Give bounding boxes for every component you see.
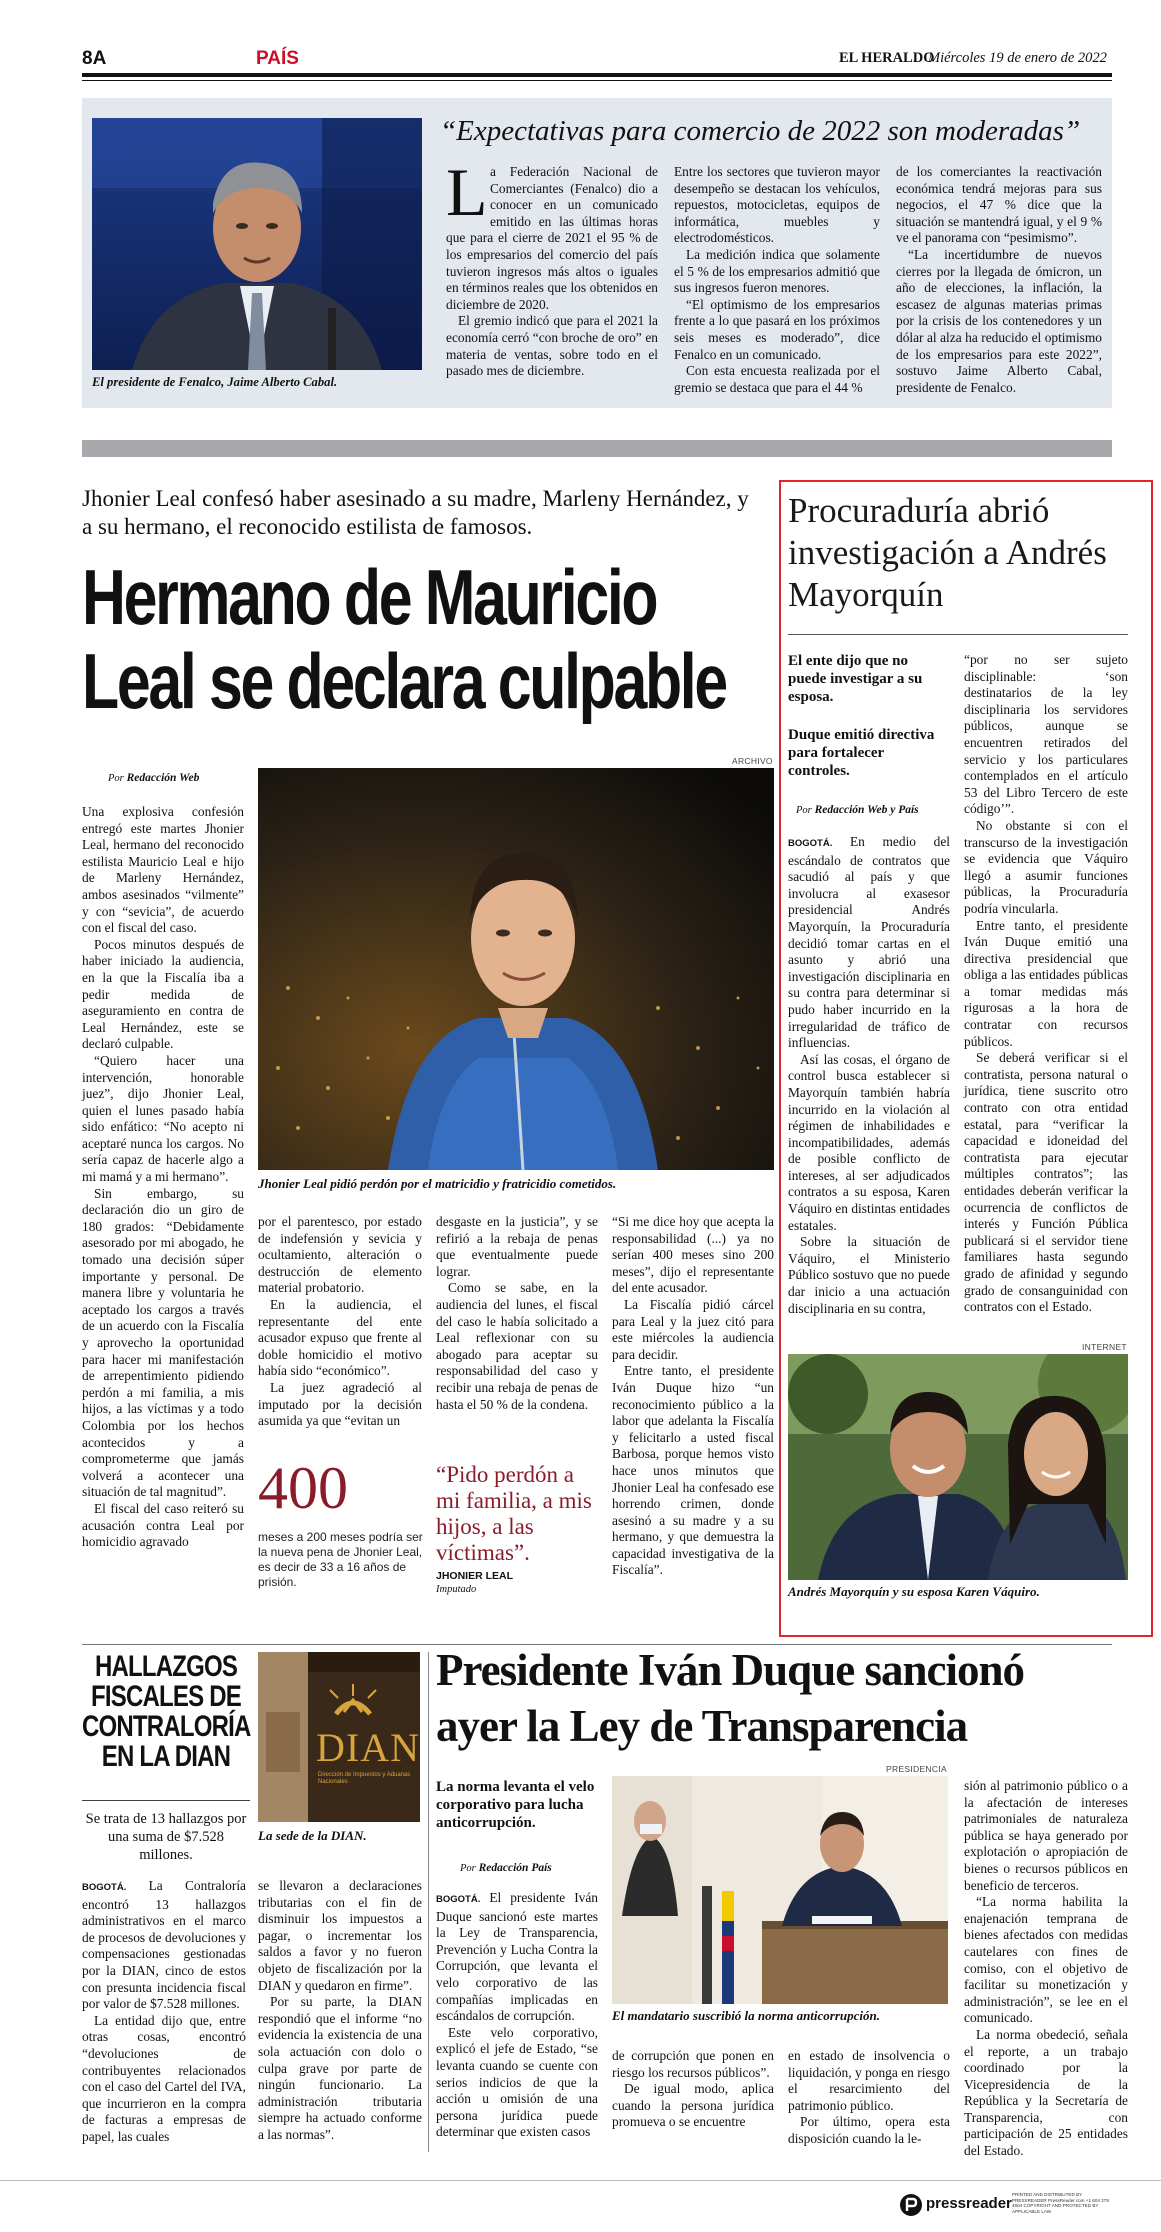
dian-headline xyxy=(82,1652,250,1772)
paragraph: No obstante si con el transcurso de la investigación se evidencia que Váquiro llegó a asumir funciones públicas, la Procuraduría podría vincularla. xyxy=(964,817,1128,916)
mayorquin-caption: Andrés Mayorquín y su esposa Karen Váquiro. xyxy=(788,1584,1040,1599)
dropcap: L xyxy=(446,154,488,230)
paragraph: “Si me dice hoy que acepta la responsabilidad (...) ya no serían 400 meses sino 200 meses”, dijo el representante del ente acusador. xyxy=(612,1214,774,1296)
paragraph: Entre los sectores que tuvieron mayor desempeño se destacan los vehículos, repuestos, motocicletas, equipos de informática, muebles y electrodomésticos. xyxy=(674,164,880,246)
duque-headline-line-2: ayer la Ley de Transparencia xyxy=(436,1701,968,1751)
quote-attribution: JHONIER LEAL xyxy=(436,1570,514,1582)
footer-fine-print: PRINTED AND DISTRIBUTED BY PRESSREADER PressReader.com +1 604 278 4604 COPYRIGHT AND PROTECTED BY APPLICABLE LAW xyxy=(1012,2192,1109,2214)
duque-col-3 xyxy=(788,2048,950,2148)
paragraph: Entre tanto, el presidente Iván Duque hizo “un reconocimiento público a la labor que adelanta la Fiscalía y felicitarlo a usted fiscal Barbosa, porque hemos visto hace unos minutos que Jhonier Leal ha confesado ese horrendo crimen, donde asesinó a su madre y a su hermano, y que demuestra la capacidad investigativa de la Fiscalía”. xyxy=(612,1363,774,1578)
stat-text: meses a 200 meses podría ser la nueva pena de Jhonier Leal, es decir de 33 a 16 años de prisión. xyxy=(258,1530,423,1589)
duque-sub: La norma levanta el velo corporativo para lucha anticorrupción. xyxy=(436,1779,595,1831)
headline-rule xyxy=(82,1800,250,1801)
paragraph: En la audiencia, el representante del ente acusador expuso que frente al doble homicidio el motivo había sido “económico”. xyxy=(258,1296,422,1379)
dian-col-1 xyxy=(82,1878,246,2146)
paragraph: Sobre la situación de Váquiro, el Ministerio Público sostuvo que no puede dar inicio a una actuación disciplinaria en su contra, xyxy=(788,1234,950,1316)
paragraph: de los comerciantes la reactivación económica tendrá mejoras para sus negocios, el 47 % dice que la situación se mantendrá igual, y el 9 % ve el panorama con “pesimismo”. xyxy=(896,164,1102,246)
paragraph: Este velo corporativo, explicó el jefe de Estado, “se levanta cuando se cuente con serios indicios de que la acción u omisión de una persona jurídica puede determinar que existen casos xyxy=(436,2024,598,2140)
byline-prefix: Por xyxy=(108,773,124,784)
byline-prefix: Por xyxy=(796,805,812,816)
dateline: BOGOTÁ. xyxy=(82,1882,127,1893)
dian-col-2 xyxy=(258,1878,422,2144)
paragraph: Pocos minutos después de haber iniciado la audiencia, en la que la Fiscalía iba a pedir medida de aseguramiento en contra de Leal Hernández, este se declaró culpable. xyxy=(82,936,244,1052)
procuraduria-col-1 xyxy=(788,834,950,1317)
newspaper-name: EL HERALDO xyxy=(839,50,935,66)
header-rule-thin xyxy=(82,80,1112,81)
duque-caption: El mandatario suscribió la norma anticorrupción. xyxy=(612,2008,881,2023)
photo-credit: PRESIDENCIA xyxy=(886,1764,947,1774)
paragraph: La norma obedeció, señala el reporte, a un trabajo coordinado por la Vicepresidencia de la República y la Secretaría de Transparencia, con participación de 25 entidades del Estado. xyxy=(964,2026,1128,2159)
photo-credit: ARCHIVO xyxy=(732,756,773,766)
pressreader-logo: pressreader xyxy=(926,2195,1012,2212)
mayorquin-photo xyxy=(788,1354,1128,1580)
paragraph: “Quiero hacer una intervención, honorable juez”, dijo Jhonier Leal, quien el lunes pasado había sido enfático: “No acepto ni aceptaré nunca los cargos. No sería capaz de hacerle algo a mi mamá y a mi hermano”. xyxy=(82,1052,244,1185)
paragraph: “por no ser sujeto disciplinable: ‘son destinatarios de la ley disciplinaria los servidores públicos, aunque se encuentren retirados del servicio y los particulares contemplados en el artículo 53 del Libro Tercero de este código’”. xyxy=(964,652,1128,817)
fenalco-col-3 xyxy=(896,164,1102,396)
issue-date: Miércoles 19 de enero de 2022 xyxy=(928,50,1107,66)
dian-caption: La sede de la DIAN. xyxy=(258,1828,367,1843)
headline-text: HALLAZGOS FISCALES DE CONTRALORÍA EN LA DIAN xyxy=(82,1650,251,1773)
pull-quote: “Pido perdón a mi familia, a mis hijos, a las víctimas”. xyxy=(436,1462,592,1565)
procuraduria-sub-1: El ente dijo que no puede investigar a su esposa. xyxy=(788,653,923,705)
paragraph: Como se sabe, en la audiencia del lunes, el fiscal del caso le había solicitado a Leal reflexionar con su abogado para aceptar su responsabilidad del caso y recibir una rebaja de penas de hasta el 50 % de la condena. xyxy=(436,1280,598,1412)
paragraph: “La incertidumbre de nuevos cierres por la llegada de ómicron, un año de elecciones, la inflación, la escasez de algunas materias primas por la crisis de los contenedores y un dólar al alza ha reducido el optimismo de los empresarios para este 2022”, sostuvo Jaime Alberto Cabal, presidente de Fenalco. xyxy=(896,246,1102,395)
pressreader-badge[interactable] xyxy=(900,2190,1112,2222)
headline-line: Hermano de Mauricio xyxy=(82,553,657,641)
paragraph xyxy=(82,1878,246,2013)
paragraph: Así las cosas, el órgano de control busca establecer si Mayorquín también habría incurrido en la violación al régimen de inhabilidades e incompatibilidades, además de posible conflicto de intereses, al ser adjudicados contratos a su esposa, Karen Váquiro en distintas entidades estatales. xyxy=(788,1051,950,1233)
leal-headline xyxy=(82,552,762,732)
paragraph: por el parentesco, por estado de indefensión y sevicia y ocultamiento, alteración o destrucción de elemento material probatorio. xyxy=(258,1214,422,1296)
procuraduria-byline xyxy=(796,804,919,816)
dateline: BOGOTÁ. xyxy=(436,1894,481,1905)
paragraph: Con esta encuesta realizada por el gremio se destaca que para el 44 % xyxy=(674,363,880,395)
paragraph: El gremio indicó que para el 2021 la economía cerró “con broche de oro” en materia de ventas, sobre todo en el pasado mes de diciembre. xyxy=(446,313,658,379)
paragraph-text: En medio del escándalo de contratos que sacudió al país y que involucra al exasesor presidencial Andrés Mayorquín, la Procuraduría decidió tomar cartas en el asunto y abrió una investigación disciplinaria en su contra para determinar si pudo haber incurrido en la irregularidad de tráfico de influencias. xyxy=(788,834,950,1051)
duque-photo xyxy=(612,1776,948,2004)
paragraph: La entidad dijo que, entre otras cosas, encontró “devoluciones de contribuyentes relacionados con el caso del Cartel del IVA, que incurrieron en la compra de facturas a empresas de papel, las cuales xyxy=(82,2012,246,2144)
section-label: PAÍS xyxy=(256,48,299,69)
leal-photo xyxy=(258,768,774,1170)
photo-credit: INTERNET xyxy=(1082,1342,1127,1352)
footer-rule xyxy=(0,2180,1161,2181)
dateline: BOGOTÁ. xyxy=(788,838,833,849)
paragraph: se llevaron a declaraciones tributarias con el fin de disminuir los impuestos a pagar, o incrementar los saldos a favor y no fueron objeto de fiscalización por la DIAN y quedaron en firme”. xyxy=(258,1878,422,1993)
paragraph-text: La Contraloría encontró 13 hallazgos administrativos en el marco de procesos de devoluciones y compensaciones gestionadas por la DIAN, cinco de estos con presunta incidencia fiscal por valor de $7.528 millones. xyxy=(82,1878,246,2012)
dian-sub: Se trata de 13 hallazgos por una suma de $7.528 millones. xyxy=(85,1811,247,1863)
dian-photo xyxy=(258,1652,420,1822)
procuraduria-col-2 xyxy=(964,652,1128,1316)
fenalco-photo xyxy=(92,118,422,370)
duque-headline-line-1: Presidente Iván Duque sancionó xyxy=(436,1645,1025,1695)
leal-col-4 xyxy=(612,1214,774,1579)
procuraduria-headline: Procuraduría abrió investigación a Andrés Mayorquín xyxy=(788,491,1107,614)
paragraph: “La norma habilita la enajenación temprana de bienes afectados con medidas cautelares con fines de comiso, con el objetivo de facilitar su monetización y administración”, se lee en el comunicado. xyxy=(964,1894,1128,2026)
duque-col-1 xyxy=(436,1890,598,2141)
procuraduria-sub-2: Duque emitió directiva para fortalecer controles. xyxy=(788,727,935,779)
paragraph: en estado de insolvencia o liquidación, y ponga en riesgo el resarcimiento del patrimonio público. xyxy=(788,2048,950,2113)
paragraph xyxy=(436,1890,598,2025)
byline-author: Redacción Web y País xyxy=(814,804,919,816)
headline-rule xyxy=(788,634,1128,635)
paragraph: De igual modo, aplica cuando la persona jurídica promueva o se encuentre xyxy=(612,2081,774,2130)
paragraph: La Fiscalía pidió cárcel para Leal y la juez citó para este miércoles la audiencia para decidir. xyxy=(612,1296,774,1362)
paragraph: Una explosiva confesión entregó este martes Jhonier Leal, hermano del reconocido estilista Mauricio Leal e hijo de Marleny Hernández, ambos asesinados “vilmente” y con “sevicia”, de acuerdo con el fiscal del caso. xyxy=(82,804,244,936)
duque-col-2 xyxy=(612,2048,774,2131)
quote-role: Imputado xyxy=(436,1584,477,1595)
byline-author: Redacción Web xyxy=(126,772,200,784)
stat-number: 400 xyxy=(258,1455,348,1521)
column-divider xyxy=(428,1652,429,2152)
page-number: 8A xyxy=(82,48,107,69)
header-rule xyxy=(82,73,1112,77)
leal-byline xyxy=(108,772,199,784)
fenalco-col-2 xyxy=(674,164,880,396)
leal-col-3 xyxy=(436,1214,598,1413)
leal-col-2 xyxy=(258,1214,422,1430)
dian-logo-subtitle: Dirección de Impuestos y Aduanas Nacionales xyxy=(318,1772,411,1785)
byline-prefix: Por xyxy=(460,1863,476,1874)
paragraph: sión al patrimonio público o a la afectación de intereses patrimoniales de naturaleza pública se haya generado por explotación o apropiación de bienes o recursos públicos en beneficio de terceros. xyxy=(964,1778,1128,1893)
paragraph: “El optimismo de los empresarios frente a lo que pasará en los próximos seis meses es moderado”, dice Fenalco en un comunicado. xyxy=(674,296,880,362)
paragraph: desgaste en la justicia”, y se refirió a la rebaja de penas que eventualmente puede lograr. xyxy=(436,1214,598,1279)
paragraph: Entre tanto, el presidente Iván Duque emitió una directiva presidencial que obliga a las entidades públicas a tomar medidas más rigurosas a la hora de contratar con recursos públicos. xyxy=(964,917,1128,1049)
fenalco-caption: El presidente de Fenalco, Jaime Alberto Cabal. xyxy=(92,375,338,389)
leal-kicker: Jhonier Leal confesó haber asesinado a su madre, Marleny Hernández, y a su hermano, el reconocido estilista de famosos. xyxy=(82,486,749,539)
headline-line: Leal se declara culpable xyxy=(82,637,726,725)
paragraph xyxy=(788,834,950,1052)
byline-author: Redacción País xyxy=(478,1862,552,1874)
paragraph: a Federación Nacional de Comerciantes (Fenalco) dio a conocer en un comunicado emitido en las últimas horas que para el cierre de 2021 el 95 % de los empresarios del comercio del país tuvieron ingresos más altos o iguales en términos reales que los obtenidos en diciembre de 2020. xyxy=(446,164,658,312)
paragraph: La juez agradeció al imputado por la decisión asumida ya que “evitan un xyxy=(258,1379,422,1429)
paragraph: La medición indica que solamente el 5 % de los empresarios admitió que sus ingresos fueron menores. xyxy=(674,246,880,296)
fenalco-col-1 xyxy=(446,154,658,380)
section-divider-band xyxy=(82,440,1112,457)
paragraph: Se deberá verificar si el contratista, persona natural o jurídica, tiene suscrito otro contrato con otra entidad estatal, para “verificar la capacidad e idoneidad del contratista para ejecutar múltiples contratos”; las entidades deberán verificar la ocurrencia de conflictos de interés y Función Pública publicará si el servidor tiene familiares hasta segundo grado de afinidad y segundo grado de consanguinidad con contratos con el Estado. xyxy=(964,1050,1128,1315)
dian-logo-text: DIAN xyxy=(316,1725,420,1770)
paragraph-text: El presidente Iván Duque sancionó este martes la Ley de Transparencia, Prevención y Lucha Contra la Corrupción, que levanta el velo corporativo de las compañías implicadas en escándalos de corrupción. xyxy=(436,1890,598,2024)
paragraph: de corrupción que ponen en riesgo los recursos públicos”. xyxy=(612,2048,774,2080)
fenalco-headline: “Expectativas para comercio de 2022 son moderadas” xyxy=(440,115,1081,147)
leal-caption: Jhonier Leal pidió perdón por el matricidio y fratricidio cometidos. xyxy=(258,1176,617,1191)
pressreader-icon xyxy=(900,2194,922,2216)
duque-byline xyxy=(460,1862,552,1874)
paragraph: Por su parte, la DIAN respondió que el informe “no evidencia la existencia de una sola actuación con dolo o culpa grave por parte de ningún funcionario. La administración tributaria siempre ha actuado conforme a las normas”. xyxy=(258,1994,422,2142)
duque-col-4 xyxy=(964,1778,1128,2160)
paragraph: Por último, opera esta disposición cuando la le- xyxy=(788,2114,950,2146)
paragraph: El fiscal del caso reiteró su acusación contra Leal por homicidio agravado xyxy=(82,1500,244,1550)
paragraph: Sin embargo, su declaración dio un giro de 180 grados: “Debidamente asesorado por mi abogado, he tomado una decisión súper importante y personal. De manera libre y voluntaria he aceptado los cargos a través de un acuerdo con la Fiscalía y aprovecho la oportunidad para hacer mi manifestación de arrepentimiento pidiendo perdón a mi familia, a mis hijos, a las víctimas y a todo Colombia por los hechos acontecidos y a comprometerme que jamás volverá a acontecer una situación de tal magnitud”. xyxy=(82,1185,244,1500)
leal-col-1 xyxy=(82,804,244,1551)
